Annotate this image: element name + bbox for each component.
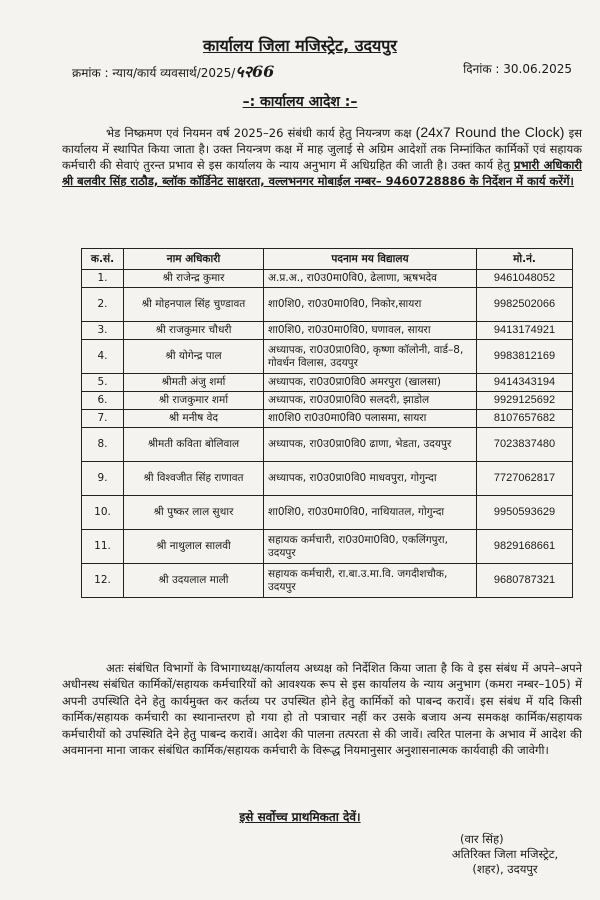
- paragraph1-part1: भेड निष्क्रमण एवं नियमन वर्ष 2025–26 संबंधी कार्य हेतु नियन्त्रण कक्ष: [106, 126, 416, 140]
- name-cell: श्री मनीष वेद: [124, 410, 264, 428]
- designation-cell: सहायक कर्मचारी, रा.बा.उ.मा.वि. जगदीशचौक, उदयपुर: [264, 564, 477, 598]
- serial-cell: 3.: [82, 322, 124, 340]
- mobile-cell: 9680787321: [477, 564, 573, 598]
- serial-cell: 4.: [82, 340, 124, 374]
- mobile-cell: 8107657682: [477, 410, 573, 428]
- designation-cell: शा0शि0, रा0उ0मा0वि0, निकोर,सायरा: [264, 288, 477, 322]
- table-row: [82, 374, 573, 392]
- mobile-cell: 9829168661: [477, 530, 573, 564]
- signatory-location: (शहर), उदयपुर: [472, 862, 538, 876]
- serial-cell: 1.: [82, 270, 124, 288]
- mobile-cell: 9982502066: [477, 288, 573, 322]
- order-paragraph-2: अतः संबंधित विभागों के विभागाध्यक्ष/कार्यालय अध्यक्ष को निर्देशित किया जाता है कि वे इस संबंध में अपने–अपने अधीनस्थ संबंधित कार्मिकों/सहायक कर्मचारियों को आवश्यक रूप से इस कार्यालय के न्याय अनुभाग (कमरा नम्बर–105) में अपनी उपस्थिति देने हेतु कार्यमुक्त कर कर्तव्य पर उपस्थित होने हेतु कार्मिकों को पाबन्द करावें। इस संबंध में यदि किसी कार्मिक/सहायक कर्मचारी का स्थानान्तरण हो गया हो तो पत्राचार नहीं कर उसके बजाय अन्य समकक्ष कार्मिक/सहायक कर्मचारीयों को उपस्थिति देने हेतु पाबन्द करावें। आदेश की पालना तत्परता से की जावें। त्वरित पालना के अभाव में आदेश की अवमानना माना जाकर संबंधित कार्मिक/सहायक कर्मचारी के विरूद्ध नियमानुसार अनुशासनात्मक कार्यवाही की जावेगी।: [62, 661, 582, 758]
- signatory-name: (वार सिंह): [460, 832, 504, 846]
- mobile-cell: 9950593629: [477, 496, 573, 530]
- serial-cell: 9.: [82, 462, 124, 496]
- order-heading: –: कार्यालय आदेश :–: [242, 94, 358, 110]
- round-the-clock-text: (24x7 Round the Clock): [415, 124, 565, 140]
- col-header-serial: क.सं.: [82, 249, 124, 270]
- paragraph1-part2: इस कार्यालय में स्थापित किया जाता है। उक्त नियन्त्रण कक्ष में माह जुलाई से अग्रिम आदेशों तक निम्नांकित कार्मिकों एवं सहायक कर्मचारी की सेवाएं तुरन्त प्रभाव से इस कार्यालय के न्याय अनुभाग में अधिग्रहित की जाती है। उक्त कार्य हेतु: [62, 126, 583, 172]
- name-cell: श्री उदयलाल माली: [124, 564, 264, 598]
- table-row: [82, 270, 573, 288]
- date-label: दिनांक :: [463, 62, 500, 76]
- name-cell: श्री पुष्कर लाल सुथार: [124, 496, 264, 530]
- table-row: [82, 462, 573, 496]
- name-cell: श्री राजकुमार शर्मा: [124, 392, 264, 410]
- mobile-cell: 9929125692: [477, 392, 573, 410]
- mobile-cell: 7023837480: [477, 428, 573, 462]
- order-paragraph-1: [62, 124, 582, 189]
- table-row: [82, 496, 573, 530]
- designation-cell: शा0शि0 रा0उ0मा0वि0 पलासमा, सायरा: [264, 410, 477, 428]
- serial-cell: 5.: [82, 374, 124, 392]
- officer-in-charge-text: प्रभारी अधिकारी श्री बलवीर सिंह राठौड, ब्लॉक कॉर्डिनेट साक्षरता, वल्लभनगर मोबाईल नम्बर– 9460728886 के निर्देशन में कार्य करेंगें।: [62, 158, 582, 188]
- date-line: [463, 60, 572, 77]
- designation-cell: अ.प्र.अ., रा0उ0मा0वि0, ढेलाणा, ऋषभदेव: [264, 270, 477, 288]
- table-row: [82, 530, 573, 564]
- designation-cell: सहायक कर्मचारी, रा0उ0मा0वि0, एकलिंगपुरा, उदयपुर: [264, 530, 477, 564]
- designation-cell: अध्यापक, रा0उ0प्रा0वि0 अमरपुरा (खालसा): [264, 374, 477, 392]
- serial-cell: 2.: [82, 288, 124, 322]
- col-header-name: नाम अधिकारी: [124, 249, 264, 270]
- col-header-designation: पदनाम मय विद्यालय: [264, 249, 477, 270]
- table-row: [82, 564, 573, 598]
- name-cell: श्री मोहनपाल सिंह चुण्डावत: [124, 288, 264, 322]
- name-cell: श्रीमती अंजु शर्मा: [124, 374, 264, 392]
- signatory-designation: अतिरिक्त जिला मजिस्ट्रेट,: [451, 847, 559, 861]
- mobile-cell: 9414343194: [477, 374, 573, 392]
- serial-cell: 8.: [82, 428, 124, 462]
- staff-table-body: [82, 270, 573, 598]
- date-value: 30.06.2025: [503, 62, 572, 76]
- designation-cell: अध्यापक, रा0उ0प्रा0वि0 सलदरी, झाडोल: [264, 392, 477, 410]
- mobile-cell: 9983812169: [477, 340, 573, 374]
- table-row: [82, 340, 573, 374]
- reference-line: [72, 60, 274, 82]
- name-cell: श्री राजेन्द्र कुमार: [124, 270, 264, 288]
- serial-cell: 7.: [82, 410, 124, 428]
- table-header-row: [82, 249, 573, 270]
- col-header-mobile: मो.नं.: [477, 249, 573, 270]
- signature-block: [420, 832, 590, 877]
- designation-cell: शा0शि0, रा0उ0मा0वि0, नाथियातल, गोगुन्दा: [264, 496, 477, 530]
- serial-cell: 6.: [82, 392, 124, 410]
- designation-cell: अध्यापक, रा0उ0प्रा0वि0, कृष्णा कॉलोनी, वार्ड–8, गोवर्धन विलास, उदयपुर: [264, 340, 477, 374]
- table-row: [82, 322, 573, 340]
- reference-number: ५२66: [235, 62, 275, 81]
- serial-cell: 10.: [82, 496, 124, 530]
- name-cell: श्री योगेन्द्र पाल: [124, 340, 264, 374]
- name-cell: श्री नाथुलाल सालवी: [124, 530, 264, 564]
- mobile-cell: 9413174921: [477, 322, 573, 340]
- designation-cell: अध्यापक, रा0उ0प्रा0वि0 ढाणा, भेडता, उदयपुर: [264, 428, 477, 462]
- office-title: कार्यालय जिला मजिस्ट्रेट, उदयपुर: [203, 36, 397, 55]
- reference-prefix: क्रमांक : न्याय/कार्य व्यवसार्थ/2025/: [72, 66, 236, 80]
- name-cell: श्री विश्वजीत सिंह राणावत: [124, 462, 264, 496]
- designation-cell: शा0शि0, रा0उ0मा0वि0, घणावल, सायरा: [264, 322, 477, 340]
- serial-cell: 11.: [82, 530, 124, 564]
- designation-cell: अध्यापक, रा0उ0प्रा0वि0 माधवपुरा, गोगुन्दा: [264, 462, 477, 496]
- staff-table: [81, 248, 573, 598]
- mobile-cell: 9461048052: [477, 270, 573, 288]
- name-cell: श्रीमती कविता बोलिवाल: [124, 428, 264, 462]
- name-cell: श्री राजकुमार चौधरी: [124, 322, 264, 340]
- table-row: [82, 392, 573, 410]
- table-row: [82, 428, 573, 462]
- table-row: [82, 288, 573, 322]
- table-row: [82, 410, 573, 428]
- mobile-cell: 7727062817: [477, 462, 573, 496]
- serial-cell: 12.: [82, 564, 124, 598]
- priority-line: इसे सर्वोच्च प्राथमिकता देवें।: [239, 810, 361, 824]
